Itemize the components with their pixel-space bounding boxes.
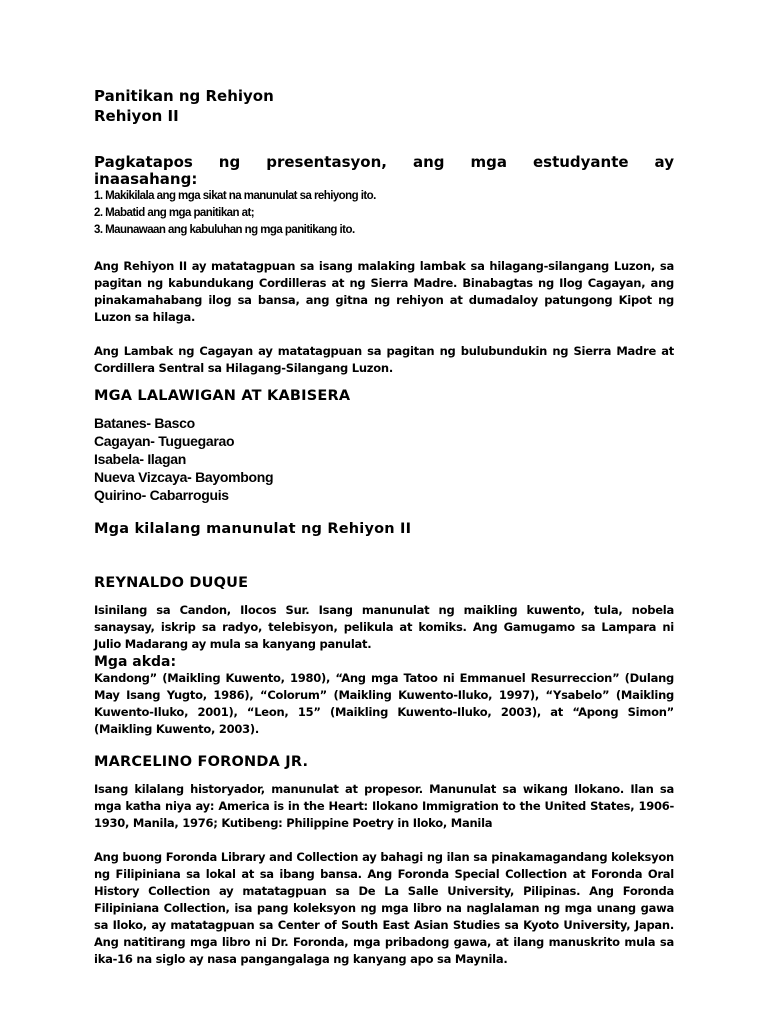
province-item: Batanes- Basco xyxy=(94,415,195,431)
province-item: Nueva Vizcaya- Bayombong xyxy=(94,469,274,485)
provinces-list xyxy=(94,414,674,504)
objective-item: 3. Maunawaan ang kabuluhan ng mga panitikang ito. xyxy=(94,224,355,236)
objectives-intro-continuation: inaasahang: xyxy=(94,170,198,188)
valley-description-paragraph: Ang Lambak ng Cagayan ay matatagpuan sa pagitan ng bulubundukin ng Sierra Madre at Cordillera Sentral sa Hilagang-Silangang Luzon. xyxy=(94,344,674,375)
writer-works: Kandong” (Maikling Kuwento, 1980), “Ang mga Tatoo ni Emmanuel Resurreccion” (Dulang May Isang Yugto, 1986), “Colorum” (Maikling Kuwento-Iluko, 1997), “Ysabelo” (Maikling Kuwento-Iluko, 2001), “Leon, 15” (Maikling Kuwento-Iluko, 2003), at “Apong Simon” (Maikling Kuwento, 2003). xyxy=(94,671,674,736)
writer-name: REYNALDO DUQUE xyxy=(94,575,249,591)
writers-heading: Mga kilalang manunulat ng Rehiyon II xyxy=(94,521,412,537)
document-title: Panitikan ng Rehiyon xyxy=(94,87,274,105)
objective-item: 2. Mabatid ang mga panitikan at; xyxy=(94,207,255,219)
provinces-heading: MGA LALAWIGAN AT KABISERA xyxy=(94,388,351,404)
writer-bio: Isinilang sa Candon, Ilocos Sur. Isang manunulat ng maikling kuwento, tula, nobela sanaysay, iskrip sa radyo, telebisyon, pelikula at komiks. Ang Gamugamo sa Lampara ni Julio Madarang ay mula sa kanyang panulat. xyxy=(94,603,674,651)
province-item: Cagayan- Tuguegarao xyxy=(94,433,235,449)
writer-name: MARCELINO FORONDA JR. xyxy=(94,754,309,770)
document-subtitle: Rehiyon II xyxy=(94,107,179,125)
writer-bio: Isang kilalang historyador, manunulat at propesor. Manunulat sa wikang Ilokano. Ilan sa mga katha niya ay: America is in the Heart: Ilokano Immigration to the United States, 1906-1930, Manila, 1976; Kutibeng: Philippine Poetry in Iloko, Manila xyxy=(94,782,674,830)
region-description-paragraph: Ang Rehiyon II ay matatagpuan sa isang malaking lambak sa hilagang-silangang Luzon, sa pagitan ng kabundukang Cordilleras at ng Sierra Madre. Binabagtas ng Ilog Cagayan, ang pinakamahabang ilog sa bansa, ang gitna ng rehiyon at dumadaloy patungong Kipot ng Luzon sa hilaga. xyxy=(94,259,674,324)
province-item: Quirino- Cabarroguis xyxy=(94,487,229,503)
objective-item: 1. Makikilala ang mga sikat na manunulat sa rehiyong ito. xyxy=(94,190,376,202)
objectives-intro: Pagkatapos ng presentasyon, ang mga estudyante ay xyxy=(94,153,674,171)
document-page xyxy=(94,86,674,968)
province-item: Isabela- Ilagan xyxy=(94,451,186,467)
writer-collection-paragraph: Ang buong Foronda Library and Collection ay bahagi ng ilan sa pinakamagandang koleksyon ng Filipiniana sa lokal at sa ibang bansa. Ang Foronda Special Collection at Foronda Oral History Collection ay matatagpuan sa De La Salle University, Pilipinas. Ang Foronda Filipiniana Collection, isa pang koleksyon ng mga libro na naglalaman ng mga unang gawa sa Iloko, ay matatagpuan sa Center of South East Asian Studies sa Kyoto University, Japan. Ang natitirang mga libro ni Dr. Foronda, mga pribadong gawa, at ilang manuskrito mula sa ika-16 na siglo ay nasa pangangalaga ng kanyang apo sa Maynila. xyxy=(94,850,674,966)
works-label: Mga akda: xyxy=(94,654,177,670)
